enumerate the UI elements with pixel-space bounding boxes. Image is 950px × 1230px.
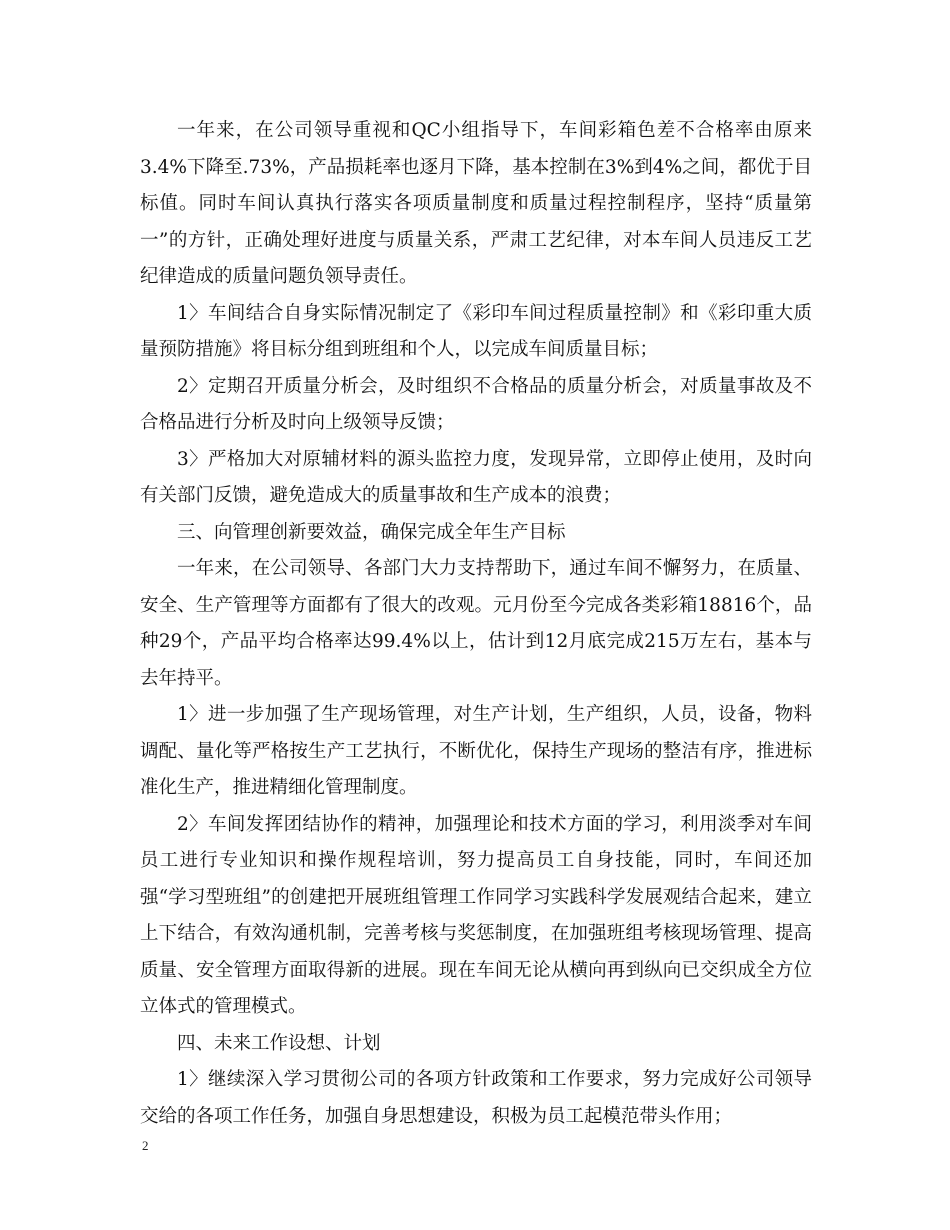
list-item-quality-control-2: 2〉定期召开质量分析会，及时组织不合格品的质量分析会，对质量事故及不合格品进行分析及时向上级领导反馈；: [140, 375, 812, 433]
paragraph-quality-summary: 一年来，在公司领导重视和QC小组指导下，车间彩箱色差不合格率由原来3.4%下降至.73%，产品损耗率也逐月下降，基本控制在3%到4%之间，都优于目标值。同时车间认真执行落实各项质量制度和质量过程控制程序，坚持“质量第一”的方针，正确处理好进度与质量关系，严肃工艺纪律，对本车间人员违反工艺纪律造成的质量问题负领导责任。: [140, 120, 812, 287]
document-body: [140, 113, 812, 1135]
section-heading-management-innovation: 三、向管理创新要效益，确保完成全年生产目标: [177, 521, 566, 543]
section-heading-future-plans: 四、未来工作设想、计划: [177, 1032, 381, 1054]
list-item-production-1: 1〉进一步加强了生产现场管理，对生产计划，生产组织，人员，设备，物料调配、量化等严格按生产工艺执行，不断优化，保持生产现场的整洁有序，推进标准化生产，推进精细化管理制度。: [140, 704, 812, 798]
page-number: 2: [142, 1138, 149, 1153]
list-item-production-2: 2〉车间发挥团结协作的精神，加强理论和技术方面的学习，利用淡季对车间员工进行专业知识和操作规程培训，努力提高员工自身技能，同时，车间还加强“学习型班组”的创建把开展班组管理工作同学习实践科学发展观结合起来，建立上下结合，有效沟通机制，完善考核与奖惩制度，在加强班组考核现场管理、提高质量、安全管理方面取得新的进展。现在车间无论从横向再到纵向已交织成全方位立体式的管理模式。: [140, 813, 812, 1017]
paragraph-production-summary: 一年来，在公司领导、各部门大力支持帮助下，通过车间不懈努力，在质量、安全、生产管理等方面都有了很大的改观。元月份至今完成各类彩箱18816个，品种29个，产品平均合格率达99.4%以上，估计到12月底完成215万左右，基本与去年持平。: [140, 558, 812, 689]
list-item-quality-control-3: 3〉严格加大对原辅材料的源头监控力度，发现异常，立即停止使用，及时向有关部门反馈，避免造成大的质量事故和生产成本的浪费；: [140, 448, 812, 506]
list-item-future-plan-1: 1〉继续深入学习贯彻公司的各项方针政策和工作要求，努力完成好公司领导交给的各项工作任务，加强自身思想建设，积极为员工起模范带头作用；: [140, 1069, 812, 1127]
list-item-quality-control-1: 1〉车间结合自身实际情况制定了《彩印车间过程质量控制》和《彩印重大质量预防措施》将目标分组到班组和个人，以完成车间质量目标；: [140, 302, 812, 360]
